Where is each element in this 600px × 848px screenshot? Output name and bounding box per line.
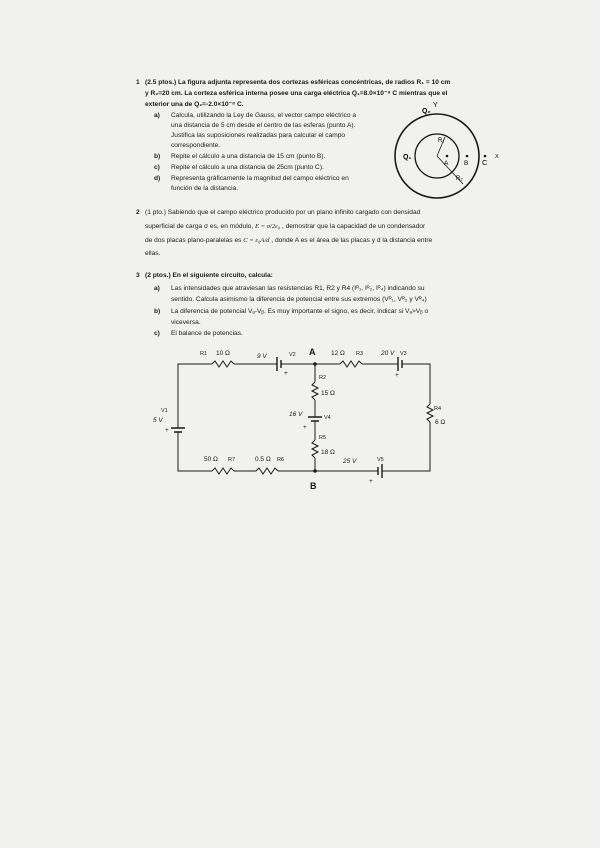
battery-v1 [171,428,185,432]
q1-intro-line3: exterior una de Q₂=-2.0×10⁻⁸ C. [145,101,244,108]
q3-item-c-line1: El balance de potencias. [171,330,243,337]
b-label: B [464,160,469,167]
v5-plus: + [369,478,373,485]
v3-name: V3 [400,351,407,357]
q1-intro-line2: y R₂=20 cm. La corteza esférica interna posee una carga eléctrica Q₁=8.0×10⁻⁸ C mientras que el [145,90,448,97]
r4-value: 6 Ω [435,419,446,426]
r4-name: R4 [434,406,442,412]
resistor-r4 [427,404,433,422]
r6-value: 0.5 Ω [255,456,271,463]
q3-number: 3 [136,272,140,279]
q3-item-a-label: a) [154,285,160,292]
a-label: A [444,160,449,167]
q2-line2-start: superficial de carga σ es, en módulo, [145,223,254,230]
node-b-label: B [310,481,317,491]
v4-name: V4 [324,415,331,421]
resistor-r2 [312,382,318,400]
r5-value: 18 Ω [321,449,335,456]
node-a-dot [313,362,317,366]
r7-name: R7 [228,457,236,463]
q2-line2 [145,222,425,232]
q1-intro-line1: (2.5 ptos.) La figura adjunta representa dos cortezas esféricas concéntricas, de radios R₁ = 10 cm [145,79,451,86]
r1-value: 10 Ω [216,350,230,357]
v2-plus: + [284,370,288,377]
q3-item-b-label: b) [154,308,161,315]
q1-item-d-label: d) [154,175,161,182]
spheres-figure [388,100,518,200]
v1-value: 5 V [153,417,163,424]
resistor-r6 [256,468,278,474]
point-c [484,155,487,158]
q3-item-c-label: c) [154,330,160,337]
q3-intro: (2 ptos.) En el siguiente circuito, calcula: [145,272,273,279]
q1-item-a-line3: Justifica las suposiciones realizadas para calcular el campo [171,132,346,139]
wire-top-right [402,364,430,404]
node-a-label: A [309,347,316,357]
battery-v5 [378,464,382,478]
circuit-diagram [150,340,450,495]
v2-value: 9 V [257,353,267,360]
q1-item-d-line1: Representa gráficamente la magnitud del campo eléctrico en [171,175,349,182]
q2-line4: ellas. [145,250,161,257]
q2-number: 2 [136,209,140,216]
resistor-r3 [340,361,362,367]
q1-item-c-label: c) [154,164,160,171]
q1-item-d-line2: función de la distancia. [171,185,239,192]
v3-value: 20 V [381,350,395,357]
node-b-dot [313,469,317,473]
q3-item-a-line1: Las intensidades que atraviesan las resistencias R1, R2 y R4 (Iᴿ₁, Iᴿ₂, Iᴿ₄) indicando su [171,285,425,292]
point-a [446,155,449,158]
q1-item-b-label: b) [154,153,161,160]
v3-plus: + [395,372,399,379]
v4-plus: + [303,424,307,431]
resistor-r1 [212,361,234,367]
v1-name: V1 [161,408,168,414]
q3-item-b-line1: La diferencia de potencial Vₐ-Vᵦ. Es muy importante el signo, es decir, indicar si Vₐ>Vᵦ o [171,308,429,315]
r3-value: 12 Ω [331,350,345,357]
r2-label: R₂ [456,176,463,182]
q3-item-b-line2: viceversa. [171,319,201,326]
x-axis-label: X [495,154,499,160]
v1-plus: + [165,427,169,434]
v2-name: V2 [289,352,296,358]
r6-name: R6 [277,457,285,463]
v5-value: 25 V [343,458,357,465]
battery-v2 [277,357,281,371]
q2-line3-end: , donde A es el área de las placas y d la distancia entre [271,237,433,244]
q2-line3-start: de dos placas plano-paralelas es [145,237,242,244]
q1-item-b-line1: Repite el cálculo a una distancia de 15 cm (punto B). [171,153,326,160]
q2-label: Q₂ [422,108,431,115]
r5-name: R5 [319,435,327,441]
q1-number: 1 [136,79,140,86]
q3-item-a-line2: sentido. Calcula asimismo la diferencia de potencial entre sus extremos (Vᴿ₁, Vᴿ₂ y Vᴿ₄) [171,296,427,303]
q1-item-a-line4: correspondiente. [171,142,221,149]
capacitance-formula: C = ε₀A/d [243,237,270,244]
q2-line3 [145,236,432,246]
point-b [466,155,469,158]
r3-name: R3 [356,351,364,357]
r7-value: 50 Ω [204,456,218,463]
q1-label: Q₁ [403,154,412,161]
r1-name: R1 [200,351,208,357]
resistor-r7 [212,468,234,474]
q2-line2-end: , demostrar que la capacidad de un condensador [281,223,426,230]
q1-item-a-line2: una distancia de 5 cm desde el centro de las esferas (punto A). [171,122,356,129]
wire-top-left [178,364,212,428]
r2-name: R2 [319,375,327,381]
wire-bottom-right [382,422,430,471]
r1-label: R₁ [438,138,445,144]
v4-value: 16 V [289,411,303,418]
q2-line1: (1 pto.) Sabiendo que el campo eléctrico producido por un plano infinito cargado con densidad [145,209,421,216]
q1-item-c-line1: Repite el cálculo a una distancia de 25cm (punto C). [171,164,324,171]
battery-v3 [398,357,402,371]
resistor-r5 [312,440,318,458]
field-formula: E = σ/2ε₀ [255,223,281,230]
q1-item-a-label: a) [154,112,160,119]
r2-value: 15 Ω [321,390,335,397]
y-axis-label: Y [433,102,438,109]
battery-v4 [308,417,322,421]
c-label: C [482,158,488,167]
wire-bottom-left [178,436,212,471]
v5-name: V5 [377,457,384,463]
q1-item-a-line1: Calcula, utilizando la Ley de Gauss, el vector campo eléctrico a [171,112,357,119]
